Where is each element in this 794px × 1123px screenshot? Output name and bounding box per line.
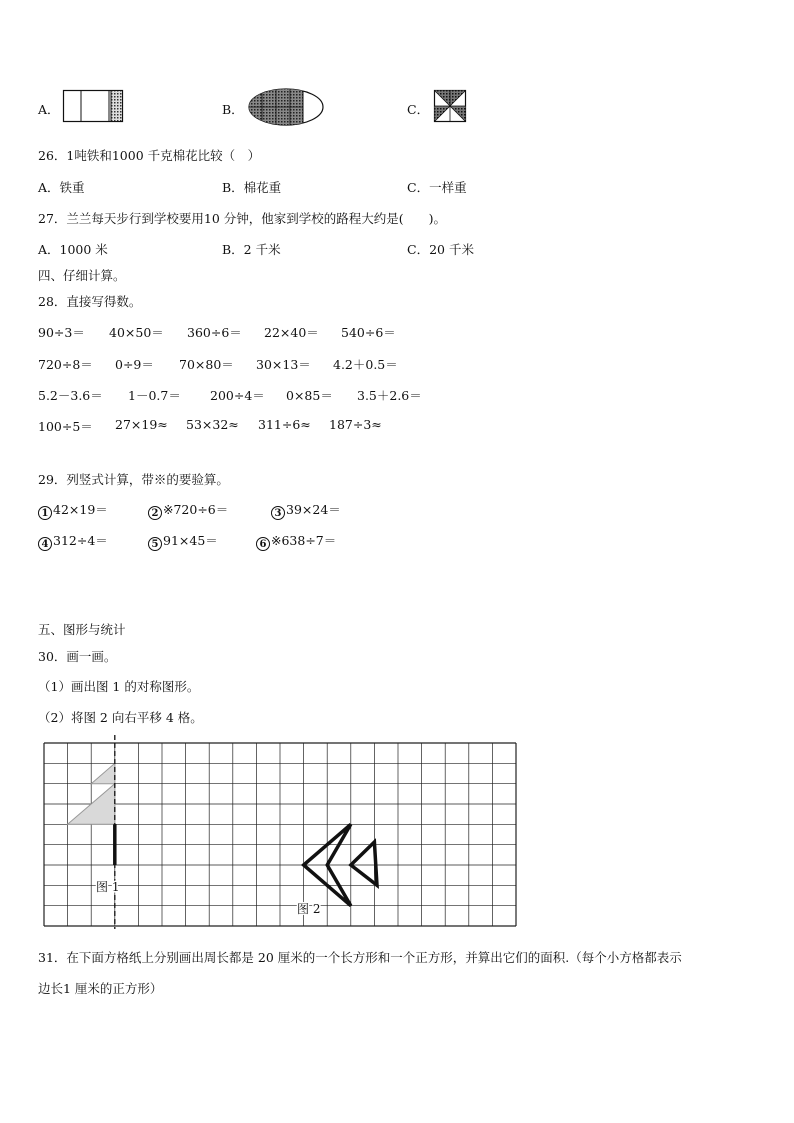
q28-item: 3.5＋2.6＝ — [357, 388, 422, 403]
question-26-option-a: A．铁重 — [38, 180, 85, 195]
question-26-option-c: C．一样重 — [407, 180, 467, 195]
question-27-option-b: B．2 千米 — [222, 242, 281, 257]
q28-item: 200÷4＝ — [210, 388, 265, 403]
circled-number-badge: 1 — [38, 506, 52, 520]
question-30-sub-1: （1）画出图 1 的对称图形。 — [38, 679, 200, 694]
option-c-label: C． — [407, 102, 430, 117]
circled-number-badge: 6 — [256, 537, 270, 551]
q28-item: 22×40＝ — [264, 325, 319, 340]
q28-item: 720÷8＝ — [38, 357, 93, 372]
figure-2-label: 图 2 — [297, 902, 321, 916]
q28-item: 53×32≈ — [186, 417, 239, 432]
question-26-stem: 26．1吨铁和1000 千克棉花比较（ ） — [38, 148, 261, 163]
q29-item-6: 6 ※638÷7＝ — [256, 531, 336, 551]
q29-item-1: 1 42×19＝ — [38, 500, 108, 520]
q28-item: 1－0.7＝ — [128, 388, 181, 403]
q28-item: 187÷3≈ — [329, 417, 382, 432]
question-27-stem: 27．兰兰每天步行到学校要用10 分钟，他家到学校的路程大约是( )。 — [38, 211, 447, 226]
section-4-heading: 四、仔细计算。 — [38, 268, 126, 283]
q28-item: 90÷3＝ — [38, 325, 85, 340]
drawing-grid[interactable] — [44, 743, 516, 926]
q29-item-4: 4 312÷4＝ — [38, 531, 108, 551]
q29-item-5: 5 91×45＝ — [148, 531, 218, 551]
q28-item: 360÷6＝ — [187, 325, 242, 340]
option-a-label: A． — [38, 102, 60, 117]
question-30-stem: 30．画一画。 — [38, 649, 117, 664]
question-30-sub-2: （2）将图 2 向右平移 4 格。 — [38, 710, 203, 725]
question-27-option-a: A．1000 米 — [38, 242, 108, 257]
q28-item: 0÷9＝ — [115, 357, 154, 372]
question-27-option-c: C．20 千米 — [407, 242, 474, 257]
question-28-stem: 28．直接写得数。 — [38, 294, 142, 309]
circled-number-badge: 5 — [148, 537, 162, 551]
q28-item: 100÷5＝ — [38, 419, 93, 434]
q28-item: 27×19≈ — [115, 417, 168, 432]
section-5-heading: 五、图形与统计 — [38, 622, 126, 637]
q28-item: 70×80＝ — [179, 357, 234, 372]
option-a-rectangle-figure — [63, 90, 123, 122]
option-c-square-figure — [434, 90, 466, 122]
circled-number-badge: 4 — [38, 537, 52, 551]
q28-item: 30×13＝ — [256, 357, 311, 372]
q29-item-3: 3 39×24＝ — [271, 500, 341, 520]
q28-item: 5.2－3.6＝ — [38, 388, 103, 403]
circled-number-badge: 2 — [148, 506, 162, 520]
question-29-stem: 29．列竖式计算，带※的要验算。 — [38, 472, 229, 487]
figure-1-shape — [91, 763, 115, 783]
q29-item-2: 2 ※720÷6＝ — [148, 500, 228, 520]
question-31-stem-line-1: 31．在下面方格纸上分别画出周长都是 20 厘米的一个长方形和一个正方形，并算出它们的面积.（每个小方格都表示 — [38, 950, 682, 965]
q28-item: 540÷6＝ — [341, 325, 396, 340]
q28-item: 4.2＋0.5＝ — [333, 357, 398, 372]
q28-item: 311÷6≈ — [258, 417, 311, 432]
question-26-option-b: B．棉花重 — [222, 180, 282, 195]
question-31-stem-line-2: 边长1 厘米的正方形） — [38, 981, 163, 996]
q28-item: 40×50＝ — [109, 325, 164, 340]
option-b-ellipse-figure — [248, 88, 324, 126]
circled-number-badge: 3 — [271, 506, 285, 520]
option-b-label: B． — [222, 102, 244, 117]
figure-2-inner-triangle — [351, 842, 377, 885]
figure-1-label: 图 1 — [96, 880, 120, 894]
q28-item: 0×85＝ — [286, 388, 333, 403]
